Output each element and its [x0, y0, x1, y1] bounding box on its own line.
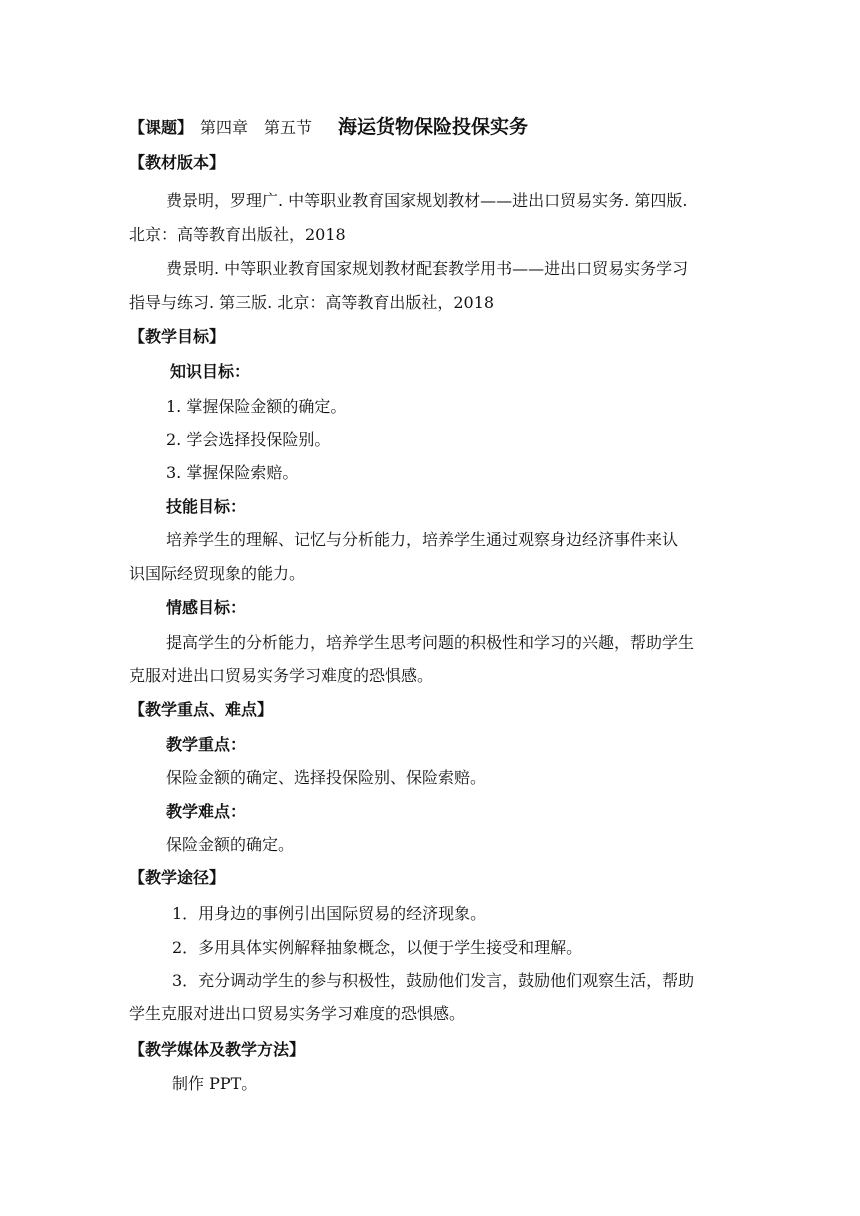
approach-item-3-line1: 3．充分调动学生的参与积极性，鼓励他们发言，鼓励他们观察生活，帮助 — [172, 971, 695, 990]
objectives-heading: 【教学目标】 — [129, 327, 226, 346]
knowledge-item-3: 3. 掌握保险索赔。 — [166, 463, 299, 482]
approach-heading: 【教学途径】 — [129, 868, 226, 887]
key-points-heading: 【教学重点、难点】 — [129, 700, 274, 719]
knowledge-item-1: 1. 掌握保险金额的确定。 — [166, 397, 347, 416]
textbook-ref2-line1: 费景明. 中等职业教育国家规划教材配套教学用书——进出口贸易实务学习 — [166, 259, 689, 278]
approach-item-2: 2．多用具体实例解释抽象概念，以便于学生接受和理解。 — [172, 938, 583, 957]
textbook-ref1-line1: 费景明，罗理广. 中等职业教育国家规划教材——进出口贸易实务. 第四版. — [166, 191, 688, 210]
difficulty-text: 保险金额的确定。 — [166, 835, 295, 854]
focus-text: 保险金额的确定、选择投保险别、保险索赔。 — [166, 768, 487, 787]
textbook-heading: 【教材版本】 — [129, 153, 226, 172]
emotion-line1: 提高学生的分析能力，培养学生思考问题的积极性和学习的兴趣，帮助学生 — [166, 633, 695, 652]
lesson-title-label: 【课题】 — [129, 118, 194, 137]
emotion-line2: 克服对进出口贸易实务学习难度的恐惧感。 — [129, 666, 434, 685]
media-text: 制作 PPT。 — [172, 1074, 258, 1093]
approach-item-1: 1．用身边的事例引出国际贸易的经济现象。 — [172, 904, 487, 923]
lesson-chapter-section: 第四章 第五节 — [200, 118, 313, 137]
textbook-ref2-line2: 指导与练习. 第三版. 北京：高等教育出版社，2018 — [129, 293, 495, 312]
skill-line2: 识国际经贸现象的能力。 — [129, 564, 306, 583]
textbook-ref1-line2: 北京：高等教育出版社，2018 — [129, 225, 346, 244]
knowledge-item-2: 2. 学会选择投保险别。 — [166, 430, 331, 449]
skill-line1: 培养学生的理解、记忆与分析能力，培养学生通过观察身边经济事件来认 — [166, 530, 679, 549]
knowledge-heading: 知识目标： — [170, 362, 251, 381]
media-heading: 【教学媒体及教学方法】 — [129, 1040, 306, 1059]
approach-item-3-line2: 学生克服对进出口贸易实务学习难度的恐惧感。 — [129, 1004, 466, 1023]
difficulty-heading: 教学难点： — [166, 802, 247, 821]
emotion-heading: 情感目标： — [166, 598, 247, 617]
focus-heading: 教学重点： — [166, 735, 247, 754]
skill-heading: 技能目标： — [166, 497, 247, 516]
lesson-title: 海运货物保险投保实务 — [338, 116, 529, 138]
